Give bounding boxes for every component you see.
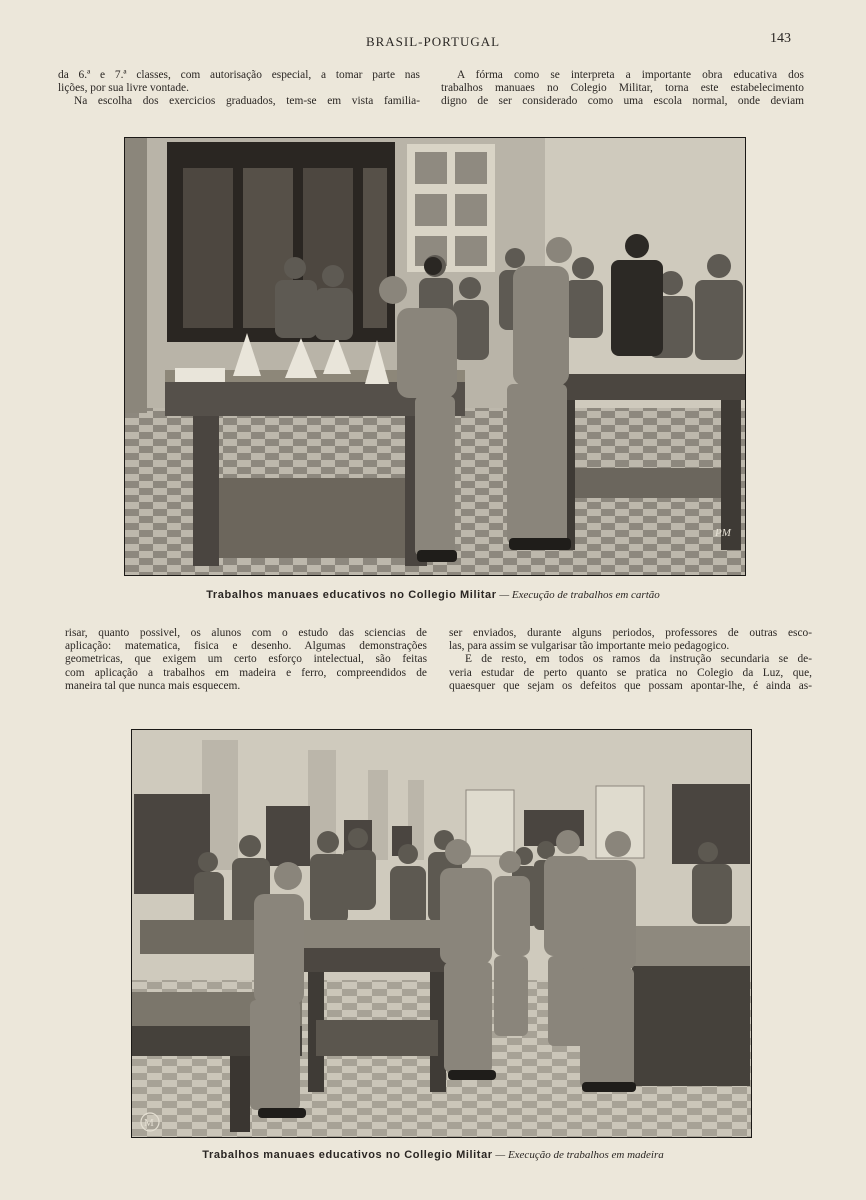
caption-subtitle: Execução de trabalhos em madeira [507,1149,664,1161]
top-left-column [58,69,420,109]
text-line: maneira tal que nunca mais esquecem. [65,679,241,692]
text-line: trabalhos manuaes no Colegio Militar, torna este estabelecimento [441,82,804,95]
text-line: com aplicação a trabalhos em madeira e ferro, compreendidos de [65,666,427,679]
text-line: lições, por sua livre vontade. [58,82,189,95]
text-line: risar, quanto possivel, os alunos com o estudo das sciencias de [65,627,427,639]
text-line: ser enviados, durante alguns periodos, professores de outras esco- [449,627,812,639]
caption-title: Trabalhos manuaes educativos no Collegio Militar [206,589,497,601]
photo-signature: PM [715,527,731,539]
text-line: da 6.ª e 7.ª classes, com autorisação especial, a tomar parte nas [58,69,420,81]
photo-wood-workshop [131,729,752,1138]
text-line: E de resto, em todos os ramos da instrução secundaria se de- [465,653,812,666]
caption-title: Trabalhos manuaes educativos no Collegio Militar [202,1149,493,1161]
text-line: aplicação: matematica, fisica e desenho. Algumas demonstrações [65,640,427,653]
page-number: 143 [770,31,791,46]
middle-left-column [65,627,427,693]
text-line: digno de ser considerado como uma escola normal, onde deviam [441,95,804,108]
top-right-column [441,69,804,109]
photo1-caption [0,588,866,601]
text-line: quaesquer que sejam os defeitos que possam apontar-lhe, é ainda as- [449,679,812,692]
text-line: veria estudar de perto quanto se pratica no Colegio da Luz, que, [449,666,812,679]
text-line: Na escolha dos exercicios graduados, tem-se em vista familia- [74,95,420,108]
photo2-caption [0,1148,866,1161]
caption-separator: — [496,589,512,601]
text-line: geometricas, que exigem um certo esforço intelectual, são feitas [65,653,427,666]
text-line: las, para assim se vulgarisar tão importante meio pedagogico. [449,640,730,653]
text-line: A fórma como se interpreta a importante obra educativa dos [457,69,804,81]
caption-separator: — [492,1149,508,1161]
middle-right-column [449,627,812,693]
running-header: BRASIL-PORTUGAL [365,34,501,49]
caption-subtitle: Execução de trabalhos em cartão [511,589,660,601]
photo-cardboard-workshop [124,137,746,576]
photo-monogram: M [144,1117,154,1129]
